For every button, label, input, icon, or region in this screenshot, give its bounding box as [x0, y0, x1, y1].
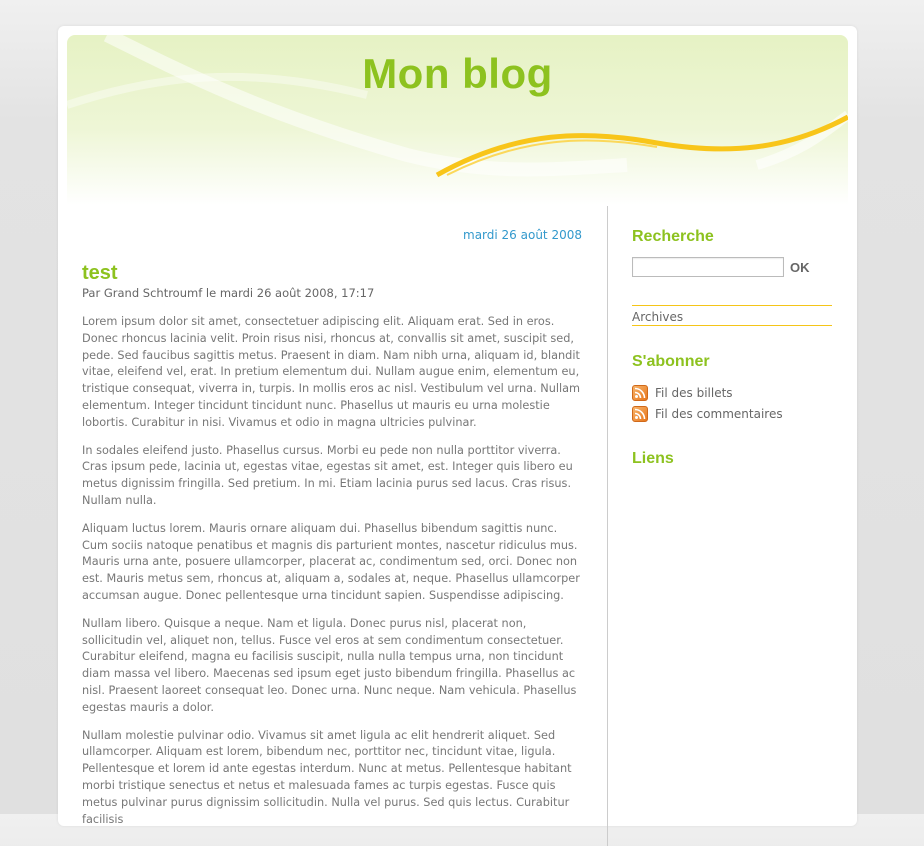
search-form: [632, 257, 832, 277]
post-paragraph: In sodales eleifend justo. Phasellus cursus. Morbi eu pede non nulla porttitor viverra. Cras ipsum pede, lacinia ut, egestas vitae, egestas sit amet, est. Integer quis libero eu metus dignissim fringilla. Sed pretium. In mi. Etiam lacinia purus sed lacus. Cras risus. Nullam nulla.: [82, 443, 573, 507]
search-input[interactable]: [632, 257, 784, 277]
search-ok-button[interactable]: OK: [790, 259, 810, 275]
rss-icon: [632, 406, 648, 422]
sidebar: [632, 221, 832, 468]
feed-list: [632, 385, 832, 422]
page-container: [58, 26, 857, 826]
blog-title-link[interactable]: Mon blog: [362, 50, 553, 97]
post-title-link[interactable]: test: [82, 262, 118, 284]
blog-header: [67, 35, 848, 205]
main-content: [82, 221, 582, 828]
post-date: mardi 26 août 2008: [463, 228, 582, 242]
post-paragraph: Lorem ipsum dolor sit amet, consectetuer adipiscing elit. Aliquam erat. Sed in eros. Donec rhoncus lacinia velit. Proin risus nisi, rhoncus at, convallis sit amet, suscipit sed, pede. Sed faucibus sagittis metus. Praesent in diam. Nam nibh urna, aliquam id, blandit vitae, eleifend vel, erat. In pretium elementum dui. Nullam augue enim, elementum eu, tristique consequat, viverra in, turpis. In mollis eros ac nisl. Vestibulum vel urna. Nullam elementum. Integer tincidunt tincidunt nunc. Phasellus ut mauris eu urna molestie lobortis. Curabitur in nisi. Vivamus et odio in magna ultricies pulvinar.: [82, 315, 581, 429]
rss-icon: [632, 385, 648, 401]
post-paragraph: Nullam molestie pulvinar odio. Vivamus sit amet ligula ac elit hendrerit aliquet. Sed ullamcorper. Aliquam est lorem, bibendum nec, porttitor nec, tincidunt vitae, ligula. Pellentesque et lorem id ante egestas interdum. Nunc at metus. Pellentesque habitant morbi tristique senectus et netus et malesuada fames ac turpis egestas. Fusce quis metus pulvinar purus dignissim sollicitudin. Nulla vel purus. Sed quis lectus. Curabitur facilisis: [82, 728, 572, 826]
post-paragraph: Aliquam luctus lorem. Mauris ornare aliquam dui. Phasellus bibendum sagittis nunc. Cum sociis natoque penatibus et magnis dis parturient montes, nascetur ridiculus mus. Mauris urna ante, posuere ullamcorper, placerat ac, condimentum sed, orci. Donec non est. Mauris metus sem, rhoncus at, aliquam a, sodales at, neque. Phasellus ullamcorper accumsan augue. Donec pellentesque urna tincidunt sapien. Suspendisse adipiscing.: [82, 521, 580, 602]
archives-link[interactable]: Archives: [632, 305, 832, 326]
post-meta: Par Grand Schtroumf le mardi 26 août 2008, 17:17: [82, 286, 375, 300]
feed-posts-link[interactable]: [632, 385, 832, 401]
feed-comments-label: Fil des commentaires: [655, 407, 783, 421]
feed-posts-label: Fil des billets: [655, 386, 733, 400]
search-title: Recherche: [632, 228, 714, 245]
subscribe-title: S'abonner: [632, 353, 710, 370]
column-divider: [607, 206, 608, 846]
feed-comments-link[interactable]: [632, 406, 832, 422]
post-paragraph: Nullam libero. Quisque a neque. Nam et ligula. Donec purus nisl, placerat non, sollicitudin vel, aliquet non, tellus. Fusce vel eros at sem condimentum consectetuer. Curabitur eleifend, magna eu facilisis suscipit, nulla nulla tempus urna, non tincidunt diam massa vel libero. Maecenas sed ipsum eget justo bibendum fringilla. Phasellus ac nisl. Praesent laoreet consequat leo. Donec urna. Nunc neque. Nam vehicula. Phasellus egestas mauris a dolor.: [82, 616, 577, 714]
post-body: [82, 314, 582, 828]
links-title: Liens: [632, 450, 674, 467]
